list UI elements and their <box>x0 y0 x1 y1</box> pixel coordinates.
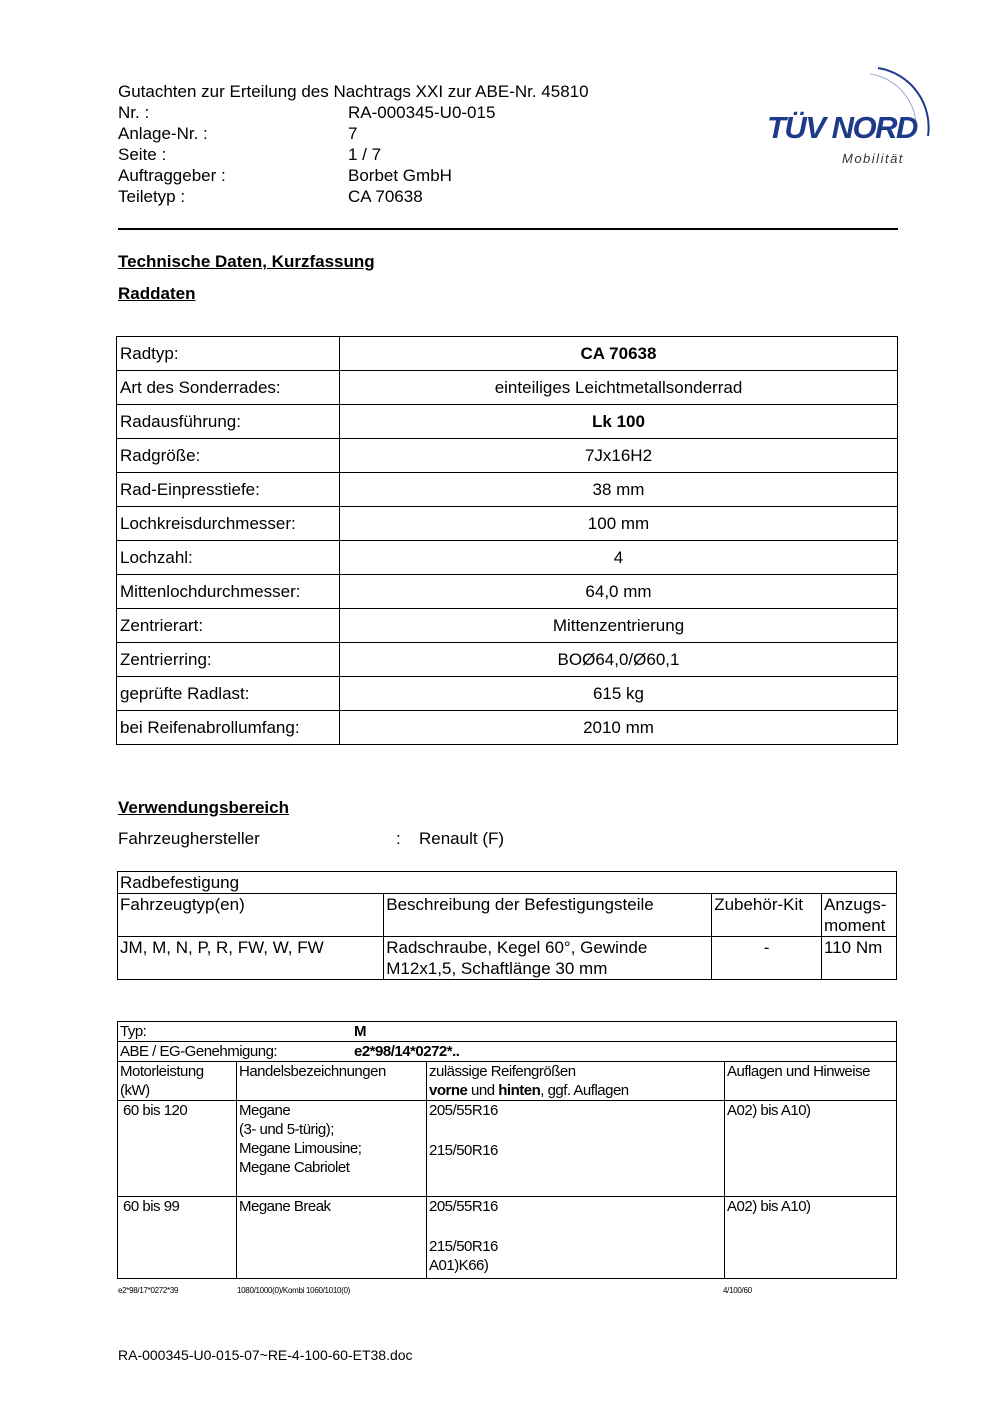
logo-wordmark: TÜV NORD <box>767 110 917 145</box>
raddaten-value: 100 mm <box>340 507 898 541</box>
tyre-note: A01)K66) <box>429 1257 489 1274</box>
cell-notes: A02) bis A10) <box>725 1197 897 1279</box>
cell-tyres <box>427 1101 725 1197</box>
document-filename: RA-000345-U0-015-07~RE-4-100-60-ET38.doc <box>118 1347 413 1363</box>
subsection-heading: Raddaten <box>118 284 196 303</box>
table-row <box>117 507 898 541</box>
table-row <box>117 337 898 371</box>
raddaten-value: einteiliges Leichtmetallsonderrad <box>340 371 898 405</box>
document-title: Gutachten zur Erteilung des Nachtrags XXI zur ABE-Nr. 45810 <box>118 82 589 101</box>
abe-label: ABE / EG-Genehmigung: <box>120 1043 278 1060</box>
raddaten-value: 64,0 mm <box>340 575 898 609</box>
cell-vehicle-types: JM, M, N, P, R, FW, W, FW <box>118 937 384 980</box>
cell-notes: A02) bis A10) <box>725 1101 897 1197</box>
trade-name: Megane Limousine; <box>239 1140 362 1157</box>
tuv-nord-logo <box>760 60 942 170</box>
raddaten-table <box>116 336 898 745</box>
raddaten-label: Zentrierart: <box>117 609 340 643</box>
manufacturer-line <box>118 829 504 849</box>
table-row <box>117 473 898 507</box>
tyres-rear: hinten <box>498 1082 541 1099</box>
approval-code: e2*98/17*0272*39 <box>118 1286 179 1295</box>
raddaten-label: Mittenlochdurchmesser: <box>117 575 340 609</box>
header-label: Auftraggeber : <box>118 166 226 185</box>
raddaten-label: bei Reifenabrollumfang: <box>117 711 340 745</box>
logo-subtitle: Mobilität <box>842 151 904 166</box>
header-value: RA-000345-U0-015 <box>348 103 496 122</box>
cell-tyres <box>427 1197 725 1279</box>
raddaten-value: 7Jx16H2 <box>340 439 898 473</box>
header-divider <box>118 228 898 230</box>
trade-name: Megane <box>239 1102 291 1119</box>
raddaten-label: Rad-Einpresstiefe: <box>117 473 340 507</box>
table-row <box>117 439 898 473</box>
raddaten-label: Zentrierring: <box>117 643 340 677</box>
cell-description <box>384 937 712 980</box>
header-description: Beschreibung der Befestigungsteile <box>384 894 712 937</box>
radbefestigung-table <box>117 871 897 980</box>
raddaten-value: BOØ64,0/Ø60,1 <box>340 643 898 677</box>
header-row-auftraggeber <box>118 165 589 186</box>
typ-table <box>117 1021 897 1279</box>
tyres-header-line1: zulässige Reifengrößen <box>429 1063 576 1080</box>
table-row <box>117 405 898 439</box>
table-row <box>117 711 898 745</box>
typ-value: M <box>354 1023 366 1040</box>
typ-label: Typ: <box>120 1023 147 1040</box>
header-label: Seite : <box>118 145 167 164</box>
manufacturer-label: Fahrzeughersteller <box>118 829 260 848</box>
tyres-tail: , ggf. Auflagen <box>540 1082 629 1099</box>
document-header <box>118 81 589 207</box>
raddaten-label: Radgröße: <box>117 439 340 473</box>
header-power: Motorleistung (kW) <box>118 1062 237 1101</box>
raddaten-label: Lochzahl: <box>117 541 340 575</box>
header-value: Borbet GmbH <box>348 166 452 185</box>
table-row <box>118 1197 897 1279</box>
desc-line: M12x1,5, Schaftlänge 30 mm <box>386 959 608 978</box>
table-row <box>117 371 898 405</box>
raddaten-value: 38 mm <box>340 473 898 507</box>
header-value: CA 70638 <box>348 187 423 206</box>
desc-line: Radschraube, Kegel 60°, Gewinde <box>386 938 648 957</box>
raddaten-value: 2010 mm <box>340 711 898 745</box>
header-label: Anlage-Nr. : <box>118 124 208 143</box>
raddaten-label: geprüfte Radlast: <box>117 677 340 711</box>
table-row <box>117 643 898 677</box>
verwendung-heading: Verwendungsbereich <box>118 798 289 817</box>
header-vehicle-types: Fahrzeugtyp(en) <box>118 894 384 937</box>
section-heading: Technische Daten, Kurzfassung <box>118 252 375 271</box>
abe-value: e2*98/14*0272*.. <box>354 1043 460 1060</box>
table-row <box>117 541 898 575</box>
header-notes: Auflagen und Hinweise <box>725 1062 897 1101</box>
cell-power: 60 bis 120 <box>118 1101 237 1197</box>
typ-row <box>118 1022 897 1042</box>
radbefestigung-title: Radbefestigung <box>118 872 897 894</box>
tyres-and: und <box>467 1082 499 1099</box>
cell-torque: 110 Nm <box>822 937 897 980</box>
tyres-front: vorne <box>429 1082 468 1099</box>
header-tyres <box>427 1062 725 1101</box>
abe-row <box>118 1042 897 1062</box>
raddaten-label: Radtyp: <box>117 337 340 371</box>
table-row <box>117 575 898 609</box>
raddaten-value: Mittenzentrierung <box>340 609 898 643</box>
bolt-pattern-code: 4/100/60 <box>723 1286 752 1295</box>
header-row-seite <box>118 144 589 165</box>
header-trade-names: Handelsbezeichnungen <box>237 1062 427 1101</box>
raddaten-value: Lk 100 <box>340 405 898 439</box>
raddaten-label: Art des Sonderrades: <box>117 371 340 405</box>
cell-trade-names <box>237 1101 427 1197</box>
raddaten-label: Radausführung: <box>117 405 340 439</box>
header-kit: Zubehör-Kit <box>712 894 822 937</box>
raddaten-value: CA 70638 <box>340 337 898 371</box>
tyre-size: 205/55R16 <box>429 1198 498 1215</box>
weight-code: 1080/1000(0)/Kombi 1060/1010(0) <box>237 1286 351 1295</box>
header-label: Teiletyp : <box>118 187 186 206</box>
trade-name: Megane Cabriolet <box>239 1159 350 1176</box>
header-row-nr <box>118 102 589 123</box>
tyres-header-line2 <box>429 1081 722 1100</box>
header-torque-text: Anzugs-moment <box>824 895 887 935</box>
manufacturer-colon: : <box>396 829 401 848</box>
trade-name: Megane Break <box>239 1198 331 1215</box>
cell-kit: - <box>712 937 822 980</box>
table-row <box>117 609 898 643</box>
header-torque <box>822 894 897 937</box>
cell-power: 60 bis 99 <box>118 1197 237 1279</box>
tyre-size: 205/55R16 <box>429 1102 498 1119</box>
raddaten-value: 615 kg <box>340 677 898 711</box>
manufacturer-value: Renault (F) <box>419 829 505 848</box>
header-row-teiletyp <box>118 186 589 207</box>
header-value: 1 / 7 <box>348 145 382 164</box>
header-label: Nr. : <box>118 103 150 122</box>
table-row <box>117 677 898 711</box>
trade-name: (3- und 5-türig); <box>239 1121 334 1138</box>
tyre-size: 215/50R16 <box>429 1142 498 1159</box>
table-row <box>118 1101 897 1197</box>
raddaten-label: Lochkreisdurchmesser: <box>117 507 340 541</box>
cell-trade-names <box>237 1197 427 1279</box>
header-row-anlage <box>118 123 589 144</box>
raddaten-value: 4 <box>340 541 898 575</box>
header-value: 7 <box>348 124 358 143</box>
tyre-size: 215/50R16 <box>429 1238 498 1255</box>
